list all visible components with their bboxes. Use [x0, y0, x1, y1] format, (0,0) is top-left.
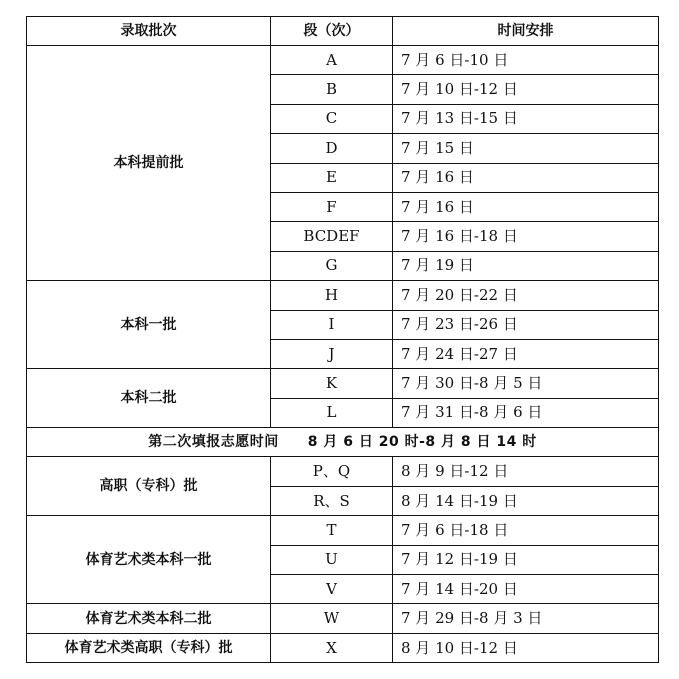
segment-cell: H — [271, 281, 393, 310]
segment-cell: V — [271, 575, 393, 604]
segment-cell: G — [271, 251, 393, 280]
time-cell: 8 月 14 日-19 日 — [393, 486, 659, 515]
segment-cell: B — [271, 75, 393, 104]
batch-name-cell: 体育艺术类本科一批 — [27, 516, 271, 604]
time-cell: 7 月 16 日 — [393, 192, 659, 221]
table-row — [27, 604, 659, 633]
time-cell: 7 月 31 日-8 月 6 日 — [393, 398, 659, 427]
table-row — [27, 369, 659, 398]
segment-cell: I — [271, 310, 393, 339]
segment-cell: F — [271, 192, 393, 221]
segment-cell: T — [271, 516, 393, 545]
time-cell: 7 月 23 日-26 日 — [393, 310, 659, 339]
segment-cell: P、Q — [271, 457, 393, 486]
segment-cell: U — [271, 545, 393, 574]
time-cell: 7 月 29 日-8 月 3 日 — [393, 604, 659, 633]
segment-cell: X — [271, 633, 393, 662]
table-row — [27, 457, 659, 486]
time-cell: 7 月 12 日-19 日 — [393, 545, 659, 574]
segment-cell: BCDEF — [271, 222, 393, 251]
table-row — [27, 281, 659, 310]
admission-schedule-table — [26, 16, 659, 663]
table-row — [27, 46, 659, 75]
segment-cell: J — [271, 339, 393, 368]
second-application-notice: 第二次填报志愿时间 8 月 6 日 20 时-8 月 8 日 14 时 — [27, 428, 659, 457]
time-cell: 7 月 6 日-10 日 — [393, 46, 659, 75]
table-header-row — [27, 17, 659, 46]
batch-name-cell: 本科提前批 — [27, 46, 271, 281]
batch-name-cell: 本科二批 — [27, 369, 271, 428]
batch-name-cell: 本科一批 — [27, 281, 271, 369]
segment-cell: C — [271, 104, 393, 133]
header-time: 时间安排 — [393, 17, 659, 46]
table-row — [27, 633, 659, 662]
batch-name-cell: 体育艺术类高职（专科）批 — [27, 633, 271, 662]
second-application-notice-row — [27, 428, 659, 457]
segment-cell: D — [271, 134, 393, 163]
table-body — [27, 46, 659, 663]
time-cell: 7 月 20 日-22 日 — [393, 281, 659, 310]
segment-cell: A — [271, 46, 393, 75]
segment-cell: R、S — [271, 486, 393, 515]
header-batch: 录取批次 — [27, 17, 271, 46]
time-cell: 7 月 15 日 — [393, 134, 659, 163]
time-cell: 7 月 16 日-18 日 — [393, 222, 659, 251]
time-cell: 7 月 30 日-8 月 5 日 — [393, 369, 659, 398]
time-cell: 7 月 16 日 — [393, 163, 659, 192]
time-cell: 7 月 10 日-12 日 — [393, 75, 659, 104]
segment-cell: W — [271, 604, 393, 633]
admission-schedule-table-container — [26, 16, 658, 663]
batch-name-cell: 高职（专科）批 — [27, 457, 271, 516]
time-cell: 7 月 14 日-20 日 — [393, 575, 659, 604]
time-cell: 7 月 24 日-27 日 — [393, 339, 659, 368]
header-segment: 段（次） — [271, 17, 393, 46]
time-cell: 7 月 6 日-18 日 — [393, 516, 659, 545]
segment-cell: E — [271, 163, 393, 192]
batch-name-cell: 体育艺术类本科二批 — [27, 604, 271, 633]
segment-cell: K — [271, 369, 393, 398]
time-cell: 8 月 10 日-12 日 — [393, 633, 659, 662]
table-row — [27, 516, 659, 545]
segment-cell: L — [271, 398, 393, 427]
time-cell: 7 月 13 日-15 日 — [393, 104, 659, 133]
time-cell: 7 月 19 日 — [393, 251, 659, 280]
time-cell: 8 月 9 日-12 日 — [393, 457, 659, 486]
